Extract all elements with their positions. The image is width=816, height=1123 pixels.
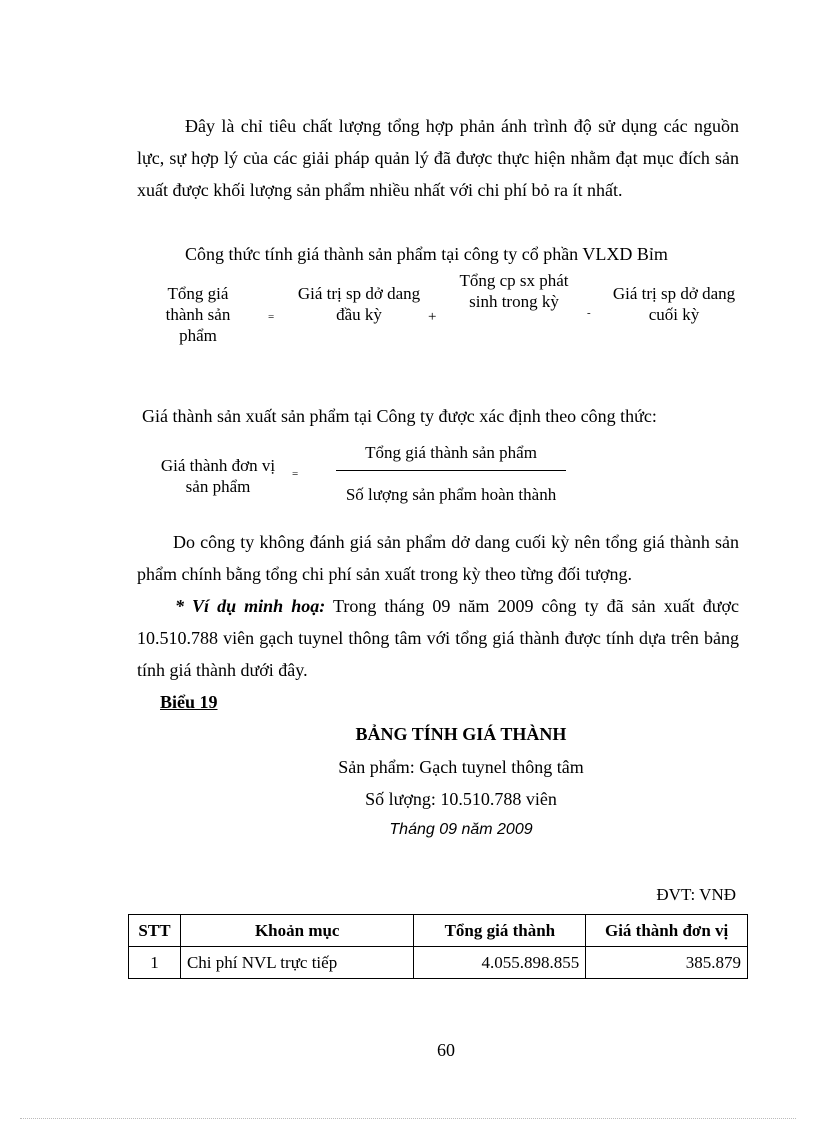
cost-table xyxy=(128,914,748,979)
fraction-bar xyxy=(336,470,566,471)
table-row xyxy=(129,947,748,979)
unit-label: ĐVT: VNĐ xyxy=(656,885,736,904)
cell-item: Chi phí NVL trực tiếp xyxy=(180,947,413,979)
formula-intro-paragraph: Công thức tính giá thành sản phẩm tại công ty cổ phần VLXD Bỉm xyxy=(185,244,668,264)
header-item: Khoản mục xyxy=(180,915,413,947)
formula-term-closing-wip: Giá trị sp dở dang cuối kỳ xyxy=(612,284,736,324)
page-bottom-divider xyxy=(20,1118,796,1119)
formula-unit-cost-label: Giá thành đơn vị sản phẩm xyxy=(160,456,276,496)
exhibit-quantity: Số lượng: 10.510.788 viên xyxy=(365,789,557,809)
formula-denominator: Số lượng sản phẩm hoàn thành xyxy=(345,485,557,504)
formula-term-period-costs: Tổng cp sx phát sinh trong kỳ xyxy=(459,271,569,311)
page-number: 60 xyxy=(437,1040,455,1060)
exhibit-label: Biểu 19 xyxy=(160,692,218,712)
cell-stt: 1 xyxy=(129,947,181,979)
exhibit-product: Sản phẩm: Gạch tuynel thông tâm xyxy=(338,757,584,777)
header-stt: STT xyxy=(129,915,181,947)
formula-term-opening-wip: Giá trị sp dở dang đầu kỳ xyxy=(297,284,421,324)
exhibit-period: Tháng 09 năm 2009 xyxy=(389,821,533,838)
header-total-cost: Tổng giá thành xyxy=(414,915,586,947)
formula-plus-sign: + xyxy=(428,309,437,325)
table-header-row xyxy=(129,915,748,947)
formula-unit-equals-sign: = xyxy=(292,468,299,480)
cell-unit-cost: 385.879 xyxy=(586,947,748,979)
formula-minus-sign: - xyxy=(587,307,591,319)
example-text: Trong tháng 09 năm 2009 công ty đã sản xuất được 10.510.788 viên gạch tuynel thông tâm với tổng giá thành được tính dựa trên bảng tính giá thành dưới đây. xyxy=(137,596,739,680)
formula-numerator: Tổng giá thành sản phẩm xyxy=(365,443,537,462)
unit-formula-intro: Giá thành sản xuất sản phẩm tại Công ty được xác định theo công thức: xyxy=(142,406,657,426)
exhibit-title: BẢNG TÍNH GIÁ THÀNH xyxy=(355,724,567,744)
header-unit-cost: Giá thành đơn vị xyxy=(586,915,748,947)
example-paragraph xyxy=(137,590,739,686)
formula-equals-sign: = xyxy=(268,311,275,323)
example-label: * Ví dụ minh hoạ: xyxy=(175,596,326,616)
cell-total-cost: 4.055.898.855 xyxy=(414,947,586,979)
note-paragraph: Do công ty không đánh giá sản phẩm dở dang cuối kỳ nên tổng giá thành sản phẩm chính bằng tổng chi phí sản xuất trong kỳ theo từng đối tượng. xyxy=(137,532,739,584)
formula-term-total-cost: Tổng giá thành sản phẩm xyxy=(165,284,231,345)
intro-paragraph: Đây là chỉ tiêu chất lượng tổng hợp phản ánh trình độ sử dụng các nguồn lực, sự hợp lý của các giải pháp quản lý đã được thực hiện nhằm đạt mục đích sản xuất được khối lượng sản phẩm nhiều nhất với chi phí bỏ ra ít nhất. xyxy=(137,116,739,200)
